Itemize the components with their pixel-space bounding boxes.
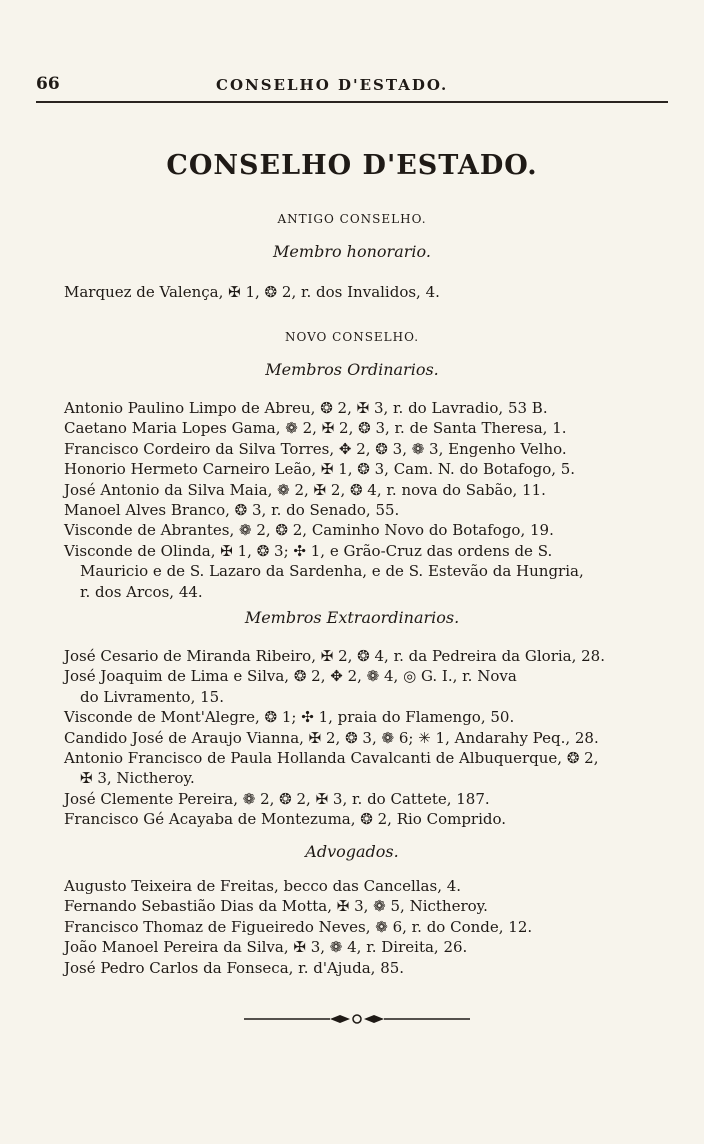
running-title: CONSELHO D'ESTADO. bbox=[216, 76, 449, 94]
entry-line: Visconde de Mont'Alegre, ❂ 1; ✣ 1, praia do Flamengo, 50. bbox=[64, 708, 515, 727]
entry-line: João Manoel Pereira da Silva, ✠ 3, ❁ 4, r. Direita, 26. bbox=[64, 938, 468, 957]
list-item bbox=[64, 748, 634, 789]
list-item bbox=[64, 282, 634, 302]
page-title: CONSELHO D'ESTADO. bbox=[166, 150, 538, 181]
entry-line: José Cesario de Miranda Ribeiro, ✠ 2, ❂ 4, r. da Pedreira da Gloria, 28. bbox=[64, 647, 605, 665]
list-item bbox=[64, 707, 634, 727]
entry-line: Candido José de Araujo Vianna, ✠ 2, ❂ 3, ❁ 6; ✳ 1, Andarahy Peq., 28. bbox=[64, 728, 599, 747]
list-item bbox=[64, 876, 634, 896]
entry-line: Francisco Gé Acayaba de Montezuma, ❂ 2, Rio Comprido. bbox=[64, 810, 507, 829]
entry-list-extraordinarios bbox=[64, 646, 634, 830]
subheading-membros-ordinarios: Membros Ordinarios. bbox=[265, 360, 439, 379]
entry-list-honorario bbox=[64, 282, 634, 302]
list-item bbox=[64, 541, 634, 602]
entry-line: José Pedro Carlos da Fonseca, r. d'Ajuda, 85. bbox=[64, 958, 405, 977]
entry-line: Mauricio e de S. Lazaro da Sardenha, e de S. Estevão da Hungria, bbox=[80, 562, 584, 581]
entry-line: Caetano Maria Lopes Gama, ❁ 2, ✠ 2, ❂ 3, r. de Santa Theresa, 1. bbox=[64, 419, 567, 438]
list-item bbox=[64, 459, 634, 479]
subheading-membro-honorario: Membro honorario. bbox=[273, 242, 431, 261]
entry-line: do Livramento, 15. bbox=[80, 687, 224, 706]
entry-line: Antonio Francisco de Paula Hollanda Cavalcanti de Albuquerque, ❂ 2, bbox=[64, 749, 599, 768]
section-heading-novo: NOVO CONSELHO. bbox=[284, 330, 420, 344]
subheading-advogados: Advogados. bbox=[305, 842, 399, 861]
section-heading-antigo: ANTIGO CONSELHO. bbox=[277, 212, 427, 226]
entry-line: José Joaquim de Lima e Silva, ❂ 2, ✥ 2, ❁ 4, ◎ G. I., r. Nova bbox=[64, 667, 517, 686]
list-item bbox=[64, 500, 634, 520]
entry-line: Fernando Sebastião Dias da Motta, ✠ 3, ❁ 5, Nictheroy. bbox=[64, 897, 488, 916]
entry-line: José Clemente Pereira, ❁ 2, ❂ 2, ✠ 3, r. do Cattete, 187. bbox=[64, 789, 490, 808]
list-item bbox=[64, 937, 634, 957]
page-number: 66 bbox=[36, 74, 60, 94]
entry-line: Visconde de Olinda, ✠ 1, ❂ 3; ✣ 1, e Grão-Cruz das ordens de S. bbox=[64, 541, 553, 560]
head-rule bbox=[36, 101, 668, 103]
entry-line: Visconde de Abrantes, ❁ 2, ❂ 2, Caminho Novo do Botafogo, 19. bbox=[64, 521, 554, 540]
entry-line: r. dos Arcos, 44. bbox=[80, 582, 203, 601]
tail-ornament-icon bbox=[244, 1012, 470, 1026]
entry-list-advogados bbox=[64, 876, 634, 978]
list-item bbox=[64, 398, 634, 418]
list-item bbox=[64, 520, 634, 540]
entry-line: Francisco Cordeiro da Silva Torres, ✥ 2, ❂ 3, ❁ 3, Engenho Velho. bbox=[64, 439, 567, 458]
list-item bbox=[64, 789, 634, 809]
list-item bbox=[64, 480, 634, 500]
entry-line: Antonio Paulino Limpo de Abreu, ❂ 2, ✠ 3, r. do Lavradio, 53 B. bbox=[64, 399, 548, 417]
subheading-membros-extraordinarios: Membros Extraordinarios. bbox=[244, 608, 460, 627]
entry-line: Manoel Alves Branco, ❂ 3, r. do Senado, 55. bbox=[64, 501, 400, 520]
entry-line: ✠ 3, Nictheroy. bbox=[80, 769, 195, 788]
list-item bbox=[64, 896, 634, 916]
list-item bbox=[64, 646, 634, 666]
list-item bbox=[64, 666, 634, 707]
list-item bbox=[64, 418, 634, 438]
list-item bbox=[64, 958, 634, 978]
running-head bbox=[36, 74, 668, 98]
entry-line: Francisco Thomaz de Figueiredo Neves, ❁ 6, r. do Conde, 12. bbox=[64, 917, 533, 936]
list-item bbox=[64, 917, 634, 937]
list-item bbox=[64, 728, 634, 748]
entry-line: Augusto Teixeira de Freitas, becco das Cancellas, 4. bbox=[64, 877, 462, 895]
list-item bbox=[64, 439, 634, 459]
entry-line: José Antonio da Silva Maia, ❁ 2, ✠ 2, ❂ 4, r. nova do Sabão, 11. bbox=[64, 480, 546, 499]
entry-list-ordinarios bbox=[64, 398, 634, 602]
entry-line: Marquez de Valença, ✠ 1, ❂ 2, r. dos Invalidos, 4. bbox=[64, 283, 440, 301]
entry-line: Honorio Hermeto Carneiro Leão, ✠ 1, ❂ 3, Cam. N. do Botafogo, 5. bbox=[64, 460, 576, 479]
list-item bbox=[64, 809, 634, 829]
